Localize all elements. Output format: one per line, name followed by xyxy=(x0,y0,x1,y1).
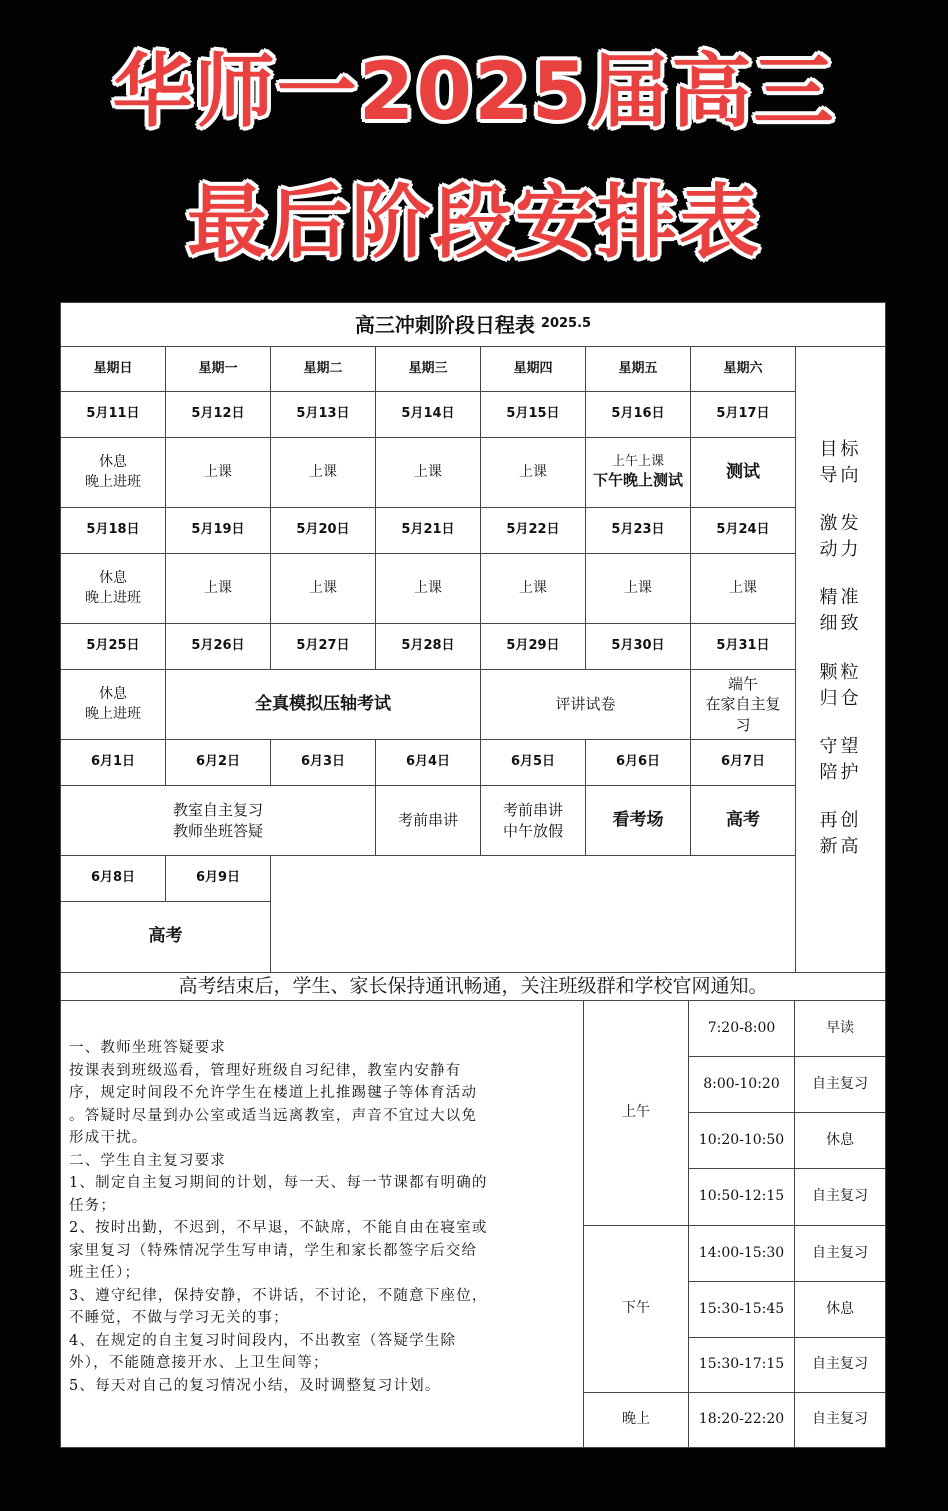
date-cell: 6月6日 xyxy=(585,739,691,786)
slot-activity: 自主复习 xyxy=(794,1056,886,1113)
date-cell: 5月28日 xyxy=(375,623,481,670)
rules-line: 序，规定时间段不允许学生在楼道上扎推踢毽子等体育活动 xyxy=(69,1085,478,1101)
date-cell: 6月2日 xyxy=(165,739,271,786)
slogan-4: 颗粒 归仓 xyxy=(819,661,862,709)
poster-title-line1: 华师一2025届高三 xyxy=(112,45,836,138)
weekday-sat: 星期六 xyxy=(690,346,796,392)
dragon-boat-cell: 端午 在家自主复 习 xyxy=(690,669,796,740)
date-cell: 5月13日 xyxy=(270,391,376,438)
date-cell: 5月22日 xyxy=(480,507,586,554)
date-cell: 6月8日 xyxy=(60,855,166,902)
mock-exam-cell: 全真模拟压轴考试 xyxy=(165,669,481,740)
date-cell: 6月9日 xyxy=(165,855,271,902)
weekday-mon: 星期一 xyxy=(165,346,271,392)
date-cell: 5月29日 xyxy=(480,623,586,670)
period-afternoon: 下午 xyxy=(583,1225,689,1393)
schedule-cell-w4-sat: 高考 xyxy=(690,785,796,856)
schedule-cell-w2-tue: 上课 xyxy=(270,553,376,624)
date-cell: 5月23日 xyxy=(585,507,691,554)
schedule-title xyxy=(60,302,886,347)
slogan-column xyxy=(795,346,886,973)
slot-activity: 自主复习 xyxy=(794,1337,886,1393)
rules-line: 一、教师坐班答疑要求 xyxy=(69,1040,226,1056)
schedule-sheet xyxy=(60,302,886,1448)
date-cell: 5月24日 xyxy=(690,507,796,554)
schedule-cell-w1-tue: 上课 xyxy=(270,437,376,508)
rules-line: 2、按时出勤，不迟到，不早退，不缺席，不能自由在寝室或 xyxy=(69,1220,488,1236)
date-cell: 5月14日 xyxy=(375,391,481,438)
schedule-cell-w4-thu: 考前串讲 中午放假 xyxy=(480,785,586,856)
schedule-cell-w2-thu: 上课 xyxy=(480,553,586,624)
date-cell: 5月31日 xyxy=(690,623,796,670)
date-cell: 6月7日 xyxy=(690,739,796,786)
empty-cell xyxy=(270,855,796,973)
slot-activity: 自主复习 xyxy=(794,1392,886,1448)
notice-banner: 高考结束后，学生、家长保持通讯畅通，关注班级群和学校官网通知。 xyxy=(60,972,886,1001)
date-cell: 5月16日 xyxy=(585,391,691,438)
date-cell: 5月12日 xyxy=(165,391,271,438)
slot-time: 14:00-15:30 xyxy=(688,1225,795,1282)
slogan-2: 激发 动力 xyxy=(819,513,862,561)
review-exam-cell: 评讲试卷 xyxy=(480,669,691,740)
date-cell: 5月17日 xyxy=(690,391,796,438)
rules-line: 二、学生自主复习要求 xyxy=(69,1152,226,1169)
date-cell: 5月26日 xyxy=(165,623,271,670)
rules-line: 4、在规定的自主复习时间段内，不出教室（答疑学生除 xyxy=(69,1332,457,1349)
rules-line: 不睡觉，不做与学习无关的事； xyxy=(69,1310,289,1326)
weekday-thu: 星期四 xyxy=(480,346,586,392)
date-cell: 5月11日 xyxy=(60,391,166,438)
slot-activity: 自主复习 xyxy=(794,1225,886,1282)
date-cell: 6月5日 xyxy=(480,739,586,786)
schedule-cell-w2-wed: 上课 xyxy=(375,553,481,624)
schedule-cell-w2-sun: 休息 晚上进班 xyxy=(60,553,166,624)
date-cell: 5月19日 xyxy=(165,507,271,554)
date-cell: 5月20日 xyxy=(270,507,376,554)
schedule-cell-w2-fri: 上课 xyxy=(585,553,691,624)
schedule-cell-w4-fri: 看考场 xyxy=(585,785,691,856)
date-cell: 5月25日 xyxy=(60,623,166,670)
schedule-cell-w1-mon: 上课 xyxy=(165,437,271,508)
slot-time: 10:50-12:15 xyxy=(688,1168,795,1226)
slogan-3: 精准 细致 xyxy=(819,587,862,635)
schedule-cell-w2-sat: 上课 xyxy=(690,553,796,624)
slot-activity: 休息 xyxy=(794,1281,886,1338)
rules-line: 班主任）； xyxy=(69,1265,141,1281)
slot-activity: 休息 xyxy=(794,1112,886,1169)
schedule-title-date: 2025.5 xyxy=(540,316,592,332)
rules-line: 家里复习（特殊情况学生写申请，学生和家长都签字后交给 xyxy=(69,1242,478,1259)
schedule-cell-w1-wed: 上课 xyxy=(375,437,481,508)
rules-line: 形成干扰。 xyxy=(69,1130,148,1146)
slot-time: 8:00-10:20 xyxy=(688,1056,795,1113)
rules-panel xyxy=(60,1000,584,1448)
schedule-cell-w2-mon: 上课 xyxy=(165,553,271,624)
slot-time: 10:20-10:50 xyxy=(688,1112,795,1169)
slot-activity: 早读 xyxy=(794,1000,886,1057)
schedule-cell-w4-wed: 考前串讲 xyxy=(375,785,481,856)
date-cell: 6月1日 xyxy=(60,739,166,786)
schedule-cell-w1-fri: 上午上课 下午晚上测试 xyxy=(585,437,691,508)
slogan-6: 再创 新高 xyxy=(819,809,862,858)
schedule-title-text: 高三冲刺阶段日程表 xyxy=(354,312,535,337)
schedule-cell-w1-thu: 上课 xyxy=(480,437,586,508)
date-cell: 5月27日 xyxy=(270,623,376,670)
date-cell: 5月30日 xyxy=(585,623,691,670)
schedule-cell-w3-sun: 休息 晚上进班 xyxy=(60,669,166,740)
rules-line: 。答疑时尽量到办公室或适当远离教室，声音不宜过大以免 xyxy=(69,1107,478,1124)
period-morning: 上午 xyxy=(583,1000,689,1226)
slot-time: 15:30-17:15 xyxy=(688,1337,795,1393)
rules-line: 任务； xyxy=(69,1197,117,1214)
period-evening: 晚上 xyxy=(583,1392,689,1448)
self-study-cell: 教室自主复习 教师坐班答疑 xyxy=(60,785,376,856)
weekday-sun: 星期日 xyxy=(60,346,166,392)
date-cell: 6月4日 xyxy=(375,739,481,786)
weekday-fri: 星期五 xyxy=(585,346,691,392)
gaokao-cell: 高考 xyxy=(60,901,271,973)
date-cell: 5月21日 xyxy=(375,507,481,554)
rules-line: 5、每天对自己的复习情况小结，及时调整复习计划。 xyxy=(69,1377,441,1394)
slot-time: 7:20-8:00 xyxy=(688,1000,795,1057)
slot-time: 15:30-15:45 xyxy=(688,1281,795,1338)
date-cell: 6月3日 xyxy=(270,739,376,786)
rules-line: 1、制定自主复习期间的计划，每一天、每一节课都有明确的 xyxy=(69,1175,488,1191)
slogan-1: 目标 导向 xyxy=(819,439,862,487)
rules-line: 外），不能随意接开水、上卫生间等； xyxy=(69,1355,329,1371)
weekday-wed: 星期三 xyxy=(375,346,481,392)
schedule-cell-w1-sun: 休息 晚上进班 xyxy=(60,437,166,508)
slogan-5: 守望 陪护 xyxy=(819,735,862,783)
schedule-cell-w1-sat: 测试 xyxy=(690,437,796,508)
date-cell: 5月15日 xyxy=(480,391,586,438)
slot-time: 18:20-22:20 xyxy=(688,1392,795,1448)
weekday-tue: 星期二 xyxy=(270,346,376,392)
poster-title-line2: 最后阶段安排表 xyxy=(187,176,761,269)
rules-line: 按课表到班级巡看，管理好班级自习纪律，教室内安静有 xyxy=(69,1062,462,1079)
date-cell: 5月18日 xyxy=(60,507,166,554)
slot-activity: 自主复习 xyxy=(794,1168,886,1226)
rules-line: 3、遵守纪律，保持安静，不讲话，不讨论，不随意下座位， xyxy=(69,1287,488,1304)
